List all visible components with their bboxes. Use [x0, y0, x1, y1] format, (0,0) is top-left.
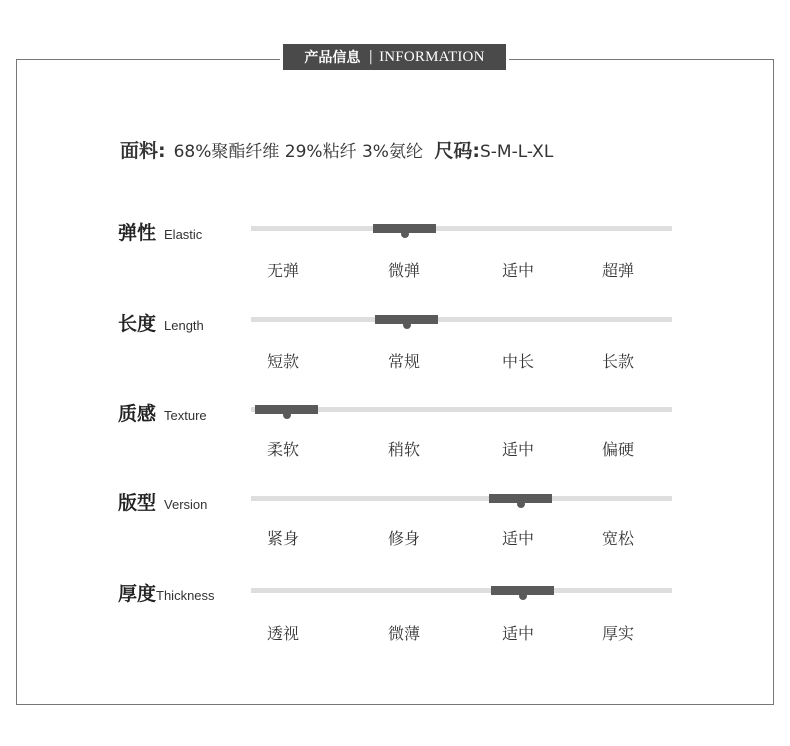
- scale-marker: [255, 405, 318, 414]
- scale-option: 微薄: [388, 624, 421, 643]
- scale-option: 微弹: [388, 261, 421, 280]
- scale-option: 宽松: [602, 529, 635, 548]
- attribute-label-cn: 版型: [118, 492, 157, 514]
- fabric-value: 68%聚酯纤维 29%粘纤 3%氨纶: [173, 142, 423, 162]
- scale-track: [251, 588, 672, 593]
- section-title-cn: 产品信息: [304, 50, 361, 66]
- attribute-label-cn: 弹性: [118, 222, 157, 244]
- attribute-label: [118, 309, 204, 336]
- attribute-label-en: Elastic: [164, 227, 203, 242]
- scale-option: 无弹: [267, 261, 300, 280]
- section-title-separator: |: [368, 49, 374, 65]
- scale-track: [251, 226, 672, 231]
- attribute-label-cn: 质感: [118, 403, 157, 425]
- section-title-en: INFORMATION: [379, 48, 485, 65]
- scale-option: 适中: [502, 529, 535, 548]
- scale-track: [251, 407, 672, 412]
- scale-option: 常规: [388, 352, 421, 371]
- attribute-label-en: Version: [164, 497, 208, 512]
- scale-track: [251, 496, 672, 501]
- scale-option: 适中: [502, 440, 535, 459]
- section-header: [280, 42, 509, 70]
- scale-option: 柔软: [267, 440, 300, 459]
- scale-option: 中长: [502, 352, 535, 371]
- attribute-label-en: Thickness: [156, 588, 215, 603]
- scale-option: 适中: [502, 624, 535, 643]
- scale-option: 偏硬: [602, 440, 635, 459]
- scale-option: 超弹: [602, 261, 635, 280]
- scale-option: 修身: [388, 529, 421, 548]
- attribute-label-en: Texture: [164, 408, 207, 423]
- scale-marker: [375, 315, 438, 324]
- attribute-label: [118, 399, 207, 426]
- scale-marker: [373, 224, 436, 233]
- attribute-label-en: Length: [164, 318, 204, 333]
- scale-marker: [491, 586, 554, 595]
- size-label: 尺码:: [434, 140, 480, 162]
- scale-marker: [489, 494, 552, 503]
- fabric-label: 面料:: [120, 140, 166, 162]
- attribute-label: [118, 488, 207, 515]
- scale-track: [251, 317, 672, 322]
- section-header-badge: [283, 44, 506, 70]
- fabric-line: [120, 136, 553, 163]
- attribute-label: [118, 218, 202, 245]
- scale-option: 适中: [502, 261, 535, 280]
- scale-option: 厚实: [602, 624, 635, 643]
- attribute-label-cn: 长度: [118, 313, 157, 335]
- scale-option: 稍软: [388, 440, 421, 459]
- attribute-label: [118, 579, 215, 606]
- attribute-label-cn: 厚度: [118, 583, 157, 605]
- scale-option: 紧身: [267, 529, 300, 548]
- scale-option: 透视: [267, 624, 300, 643]
- size-value: S-M-L-XL: [479, 142, 554, 162]
- scale-option: 长款: [602, 352, 635, 371]
- scale-option: 短款: [267, 352, 300, 371]
